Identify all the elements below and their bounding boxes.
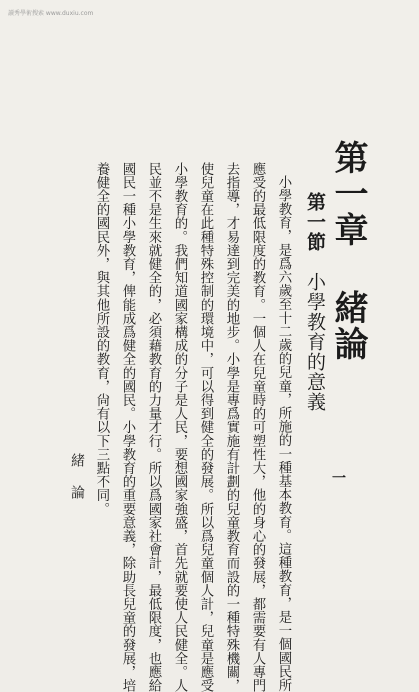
paragraph-line-1: 小學教育，是爲六歲至十二歲的兒童，所施的一種基本教育。這種教育，是一個國民所 bbox=[276, 175, 291, 692]
section-heading bbox=[302, 192, 329, 412]
page-number: 一 bbox=[332, 471, 346, 487]
paragraph-line-5: 小學教育的。我們知道國家構成的分子是人民，要想國家強盛，首先就要使人民健全。人 bbox=[172, 162, 187, 692]
section-number: 第一節 bbox=[304, 192, 326, 252]
section-title: 小學教育的意義 bbox=[304, 272, 326, 412]
paragraph-line-2: 應受的最低限度的教育。一個人在兒童時的可塑性大，他的身心的發展，都需要有人專門 bbox=[250, 162, 265, 692]
watermark: 讀秀學術搜索 www.duxiu.com bbox=[8, 10, 94, 17]
paragraph-line-8: 養健全的國民外，與其他所設的教育，尙有以下三點不同。 bbox=[94, 162, 109, 516]
paragraph-line-4: 使兒童在此種特殊控制的環境中，可以得到健全的發展。所以爲兒童個人計，兒童是應受 bbox=[198, 162, 213, 692]
paragraph-line-7: 國民一種小學教育，俾能成爲健全的國民。小學教育的重要意義，除助長兒童的發展，培 bbox=[120, 162, 135, 692]
section-gap bbox=[304, 252, 326, 272]
paragraph-line-3: 去指導，才易達到完美的地步。小學是專爲實施有計劃的兒童教育而設的一種特殊機關， bbox=[224, 162, 239, 692]
paragraph-line-6: 民並不是生來就健全的，必須藉教育的力量才行。所以爲國家社會計，最低限度，也應給 bbox=[146, 162, 161, 692]
chapter-heading: 第一章 緒論 bbox=[328, 140, 368, 362]
running-title: 緒論 bbox=[69, 453, 85, 517]
